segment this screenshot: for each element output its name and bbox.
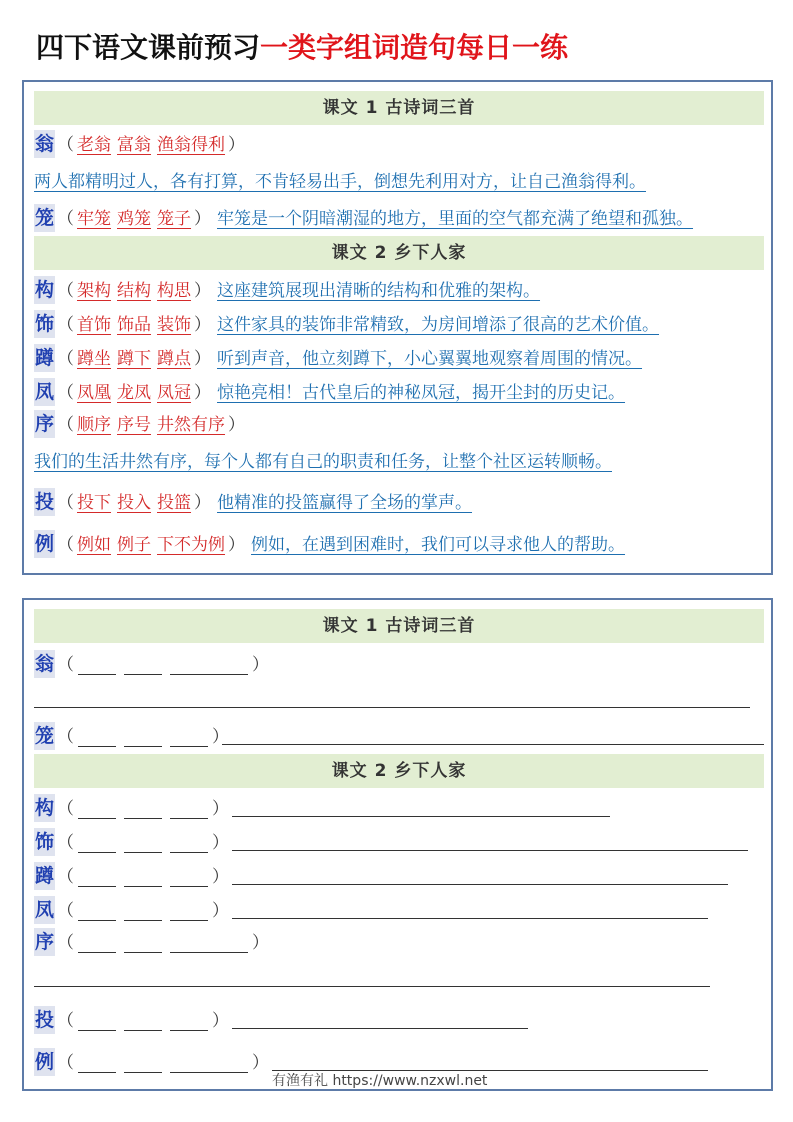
answer-row-feng: [34, 378, 625, 406]
word: 渔翁得利: [157, 135, 226, 155]
answer-row-weng: [34, 130, 245, 158]
paren-close: ）: [228, 135, 246, 155]
word: 投篮: [157, 493, 192, 513]
practice-row-weng: [34, 650, 269, 678]
char-tou: 投: [34, 1006, 55, 1034]
char-gou: 构: [34, 794, 55, 822]
word-blank[interactable]: [124, 656, 162, 675]
word: 蹲下: [117, 349, 152, 369]
practice-lesson1-header: 课文 1 古诗词三首: [34, 609, 764, 643]
char-li: 例: [34, 1048, 55, 1076]
paren-open: （: [57, 727, 75, 747]
paren-close: ）: [212, 833, 230, 853]
footer-watermark: 有渔有礼 https://www.nzxwl.net: [272, 1073, 488, 1089]
word-blank[interactable]: [170, 934, 248, 953]
word-blank[interactable]: [78, 800, 116, 819]
paren-open: （: [57, 1053, 75, 1073]
paren-open: （: [57, 349, 75, 369]
word: 凤冠: [157, 383, 192, 403]
word: 井然有序: [157, 415, 226, 435]
word: 例子: [117, 535, 152, 555]
practice-row-tou: [34, 1006, 229, 1034]
sentence-blank[interactable]: [232, 816, 610, 817]
practice-row-gou: [34, 794, 229, 822]
answer-row-tou: [34, 488, 472, 516]
char-weng: 翁: [34, 650, 55, 678]
word: 老翁: [77, 135, 112, 155]
char-long: 笼: [34, 204, 55, 232]
sentence-feng: 惊艳亮相！古代皇后的神秘凤冠，揭开尘封的历史记。: [217, 383, 626, 403]
paren-open: （: [57, 933, 75, 953]
paren-open: （: [57, 383, 75, 403]
paren-open: （: [57, 315, 75, 335]
word-blank[interactable]: [124, 934, 162, 953]
word: 富翁: [117, 135, 152, 155]
sentence-gou: 这座建筑展现出清晰的结构和优雅的架构。: [217, 281, 541, 301]
practice-row-feng: [34, 896, 229, 924]
char-xu: 序: [34, 410, 55, 438]
word: 龙凤: [117, 383, 152, 403]
word-blank[interactable]: [170, 834, 208, 853]
sentence-tou: 他精准的投篮赢得了全场的掌声。: [217, 493, 473, 513]
word-blank[interactable]: [78, 834, 116, 853]
char-li: 例: [34, 530, 55, 558]
word: 投下: [77, 493, 112, 513]
page-title: [36, 28, 568, 68]
title-part1: 四下语文课前预习: [36, 31, 261, 64]
paren-close: ）: [194, 209, 212, 229]
sentence-blank[interactable]: [232, 850, 748, 851]
paren-open: （: [57, 867, 75, 887]
word-blank[interactable]: [124, 868, 162, 887]
word-blank[interactable]: [78, 1054, 116, 1073]
practice-row-shi: [34, 828, 229, 856]
word: 序号: [117, 415, 152, 435]
sentence-text: 两人都精明过人，各有打算，不肯轻易出手，倒想先利用对方，让自己渔翁得利。: [34, 172, 646, 192]
word: 装饰: [157, 315, 192, 335]
paren-close: ）: [252, 1053, 270, 1073]
answer-row-long: [34, 204, 693, 232]
word-blank[interactable]: [124, 800, 162, 819]
practice-box: [22, 598, 773, 1091]
sentence-blank[interactable]: [222, 744, 764, 745]
practice-row-li: [34, 1048, 269, 1076]
word-blank[interactable]: [170, 656, 248, 675]
sentence-weng: [34, 168, 646, 196]
word: 首饰: [77, 315, 112, 335]
practice-row-dun: [34, 862, 229, 890]
word-blank[interactable]: [124, 1012, 162, 1031]
word-blank[interactable]: [124, 834, 162, 853]
answer-row-li: [34, 530, 625, 558]
sentence-xu: [34, 448, 612, 476]
sentence-blank[interactable]: [232, 884, 728, 885]
char-feng: 凤: [34, 378, 55, 406]
word-blank[interactable]: [78, 656, 116, 675]
answer-row-xu: [34, 410, 245, 438]
paren-close: ）: [212, 799, 230, 819]
answer-box: [22, 80, 773, 575]
sentence-blank[interactable]: [34, 986, 710, 987]
paren-close: ）: [194, 315, 212, 335]
paren-close: ）: [194, 493, 212, 513]
lesson2-header: 课文 2 乡下人家: [34, 236, 764, 270]
word-blank[interactable]: [78, 902, 116, 921]
sentence-dun: 听到声音，他立刻蹲下，小心翼翼地观察着周围的情况。: [217, 349, 643, 369]
paren-open: （: [57, 799, 75, 819]
paren-close: ）: [194, 383, 212, 403]
word: 下不为例: [157, 535, 226, 555]
char-dun: 蹲: [34, 862, 55, 890]
answer-row-gou: [34, 276, 540, 304]
word: 例如: [77, 535, 112, 555]
paren-close: ）: [194, 281, 212, 301]
word: 饰品: [117, 315, 152, 335]
paren-close: ）: [252, 933, 270, 953]
word-blank[interactable]: [170, 728, 208, 747]
sentence-blank[interactable]: [232, 1028, 528, 1029]
word: 蹲点: [157, 349, 192, 369]
word-blank[interactable]: [170, 868, 208, 887]
char-dun: 蹲: [34, 344, 55, 372]
word-blank[interactable]: [170, 1012, 208, 1031]
word-blank[interactable]: [78, 728, 116, 747]
char-shi: 饰: [34, 828, 55, 856]
word: 笼子: [157, 209, 192, 229]
paren-open: （: [57, 655, 75, 675]
char-shi: 饰: [34, 310, 55, 338]
paren-open: （: [57, 209, 75, 229]
paren-open: （: [57, 833, 75, 853]
sentence-blank[interactable]: [34, 707, 750, 708]
word: 鸡笼: [117, 209, 152, 229]
paren-close: ）: [212, 867, 230, 887]
practice-row-long: [34, 722, 229, 750]
practice-row-xu: [34, 928, 269, 956]
word-blank[interactable]: [124, 1054, 162, 1073]
char-tou: 投: [34, 488, 55, 516]
sentence-long: 牢笼是一个阴暗潮湿的地方，里面的空气都充满了绝望和孤独。: [217, 209, 694, 229]
sentence-li: 例如，在遇到困难时，我们可以寻求他人的帮助。: [251, 535, 626, 555]
word-blank[interactable]: [78, 1012, 116, 1031]
paren-close: ）: [194, 349, 212, 369]
practice-lesson2-header: 课文 2 乡下人家: [34, 754, 764, 788]
word: 凤凰: [77, 383, 112, 403]
word: 投入: [117, 493, 152, 513]
word: 顺序: [77, 415, 112, 435]
paren-close: ）: [212, 901, 230, 921]
paren-close: ）: [212, 727, 230, 747]
word: 蹲坐: [77, 349, 112, 369]
paren-close: ）: [212, 1011, 230, 1031]
paren-close: ）: [228, 415, 246, 435]
paren-open: （: [57, 415, 75, 435]
word-blank[interactable]: [170, 902, 208, 921]
word-blank[interactable]: [170, 1054, 248, 1073]
word: 架构: [77, 281, 112, 301]
answer-row-dun: [34, 344, 642, 372]
paren-open: （: [57, 901, 75, 921]
answer-row-shi: [34, 310, 659, 338]
word-blank[interactable]: [124, 902, 162, 921]
char-xu: 序: [34, 928, 55, 956]
paren-open: （: [57, 493, 75, 513]
sentence-shi: 这件家具的装饰非常精致，为房间增添了很高的艺术价值。: [217, 315, 660, 335]
word-blank[interactable]: [78, 934, 116, 953]
paren-open: （: [57, 135, 75, 155]
word-blank[interactable]: [78, 868, 116, 887]
paren-open: （: [57, 1011, 75, 1031]
char-weng: 翁: [34, 130, 55, 158]
char-feng: 凤: [34, 896, 55, 924]
word: 构思: [157, 281, 192, 301]
lesson1-header: 课文 1 古诗词三首: [34, 91, 764, 125]
word: 牢笼: [77, 209, 112, 229]
sentence-text: 我们的生活井然有序，每个人都有自己的职责和任务，让整个社区运转顺畅。: [34, 452, 612, 472]
char-long: 笼: [34, 722, 55, 750]
paren-close: ）: [252, 655, 270, 675]
sentence-blank[interactable]: [232, 918, 708, 919]
char-gou: 构: [34, 276, 55, 304]
word-blank[interactable]: [170, 800, 208, 819]
word: 结构: [117, 281, 152, 301]
paren-open: （: [57, 281, 75, 301]
paren-open: （: [57, 535, 75, 555]
title-part2: 一类字组词造句每日一练: [260, 31, 569, 64]
word-blank[interactable]: [124, 728, 162, 747]
paren-close: ）: [228, 535, 246, 555]
